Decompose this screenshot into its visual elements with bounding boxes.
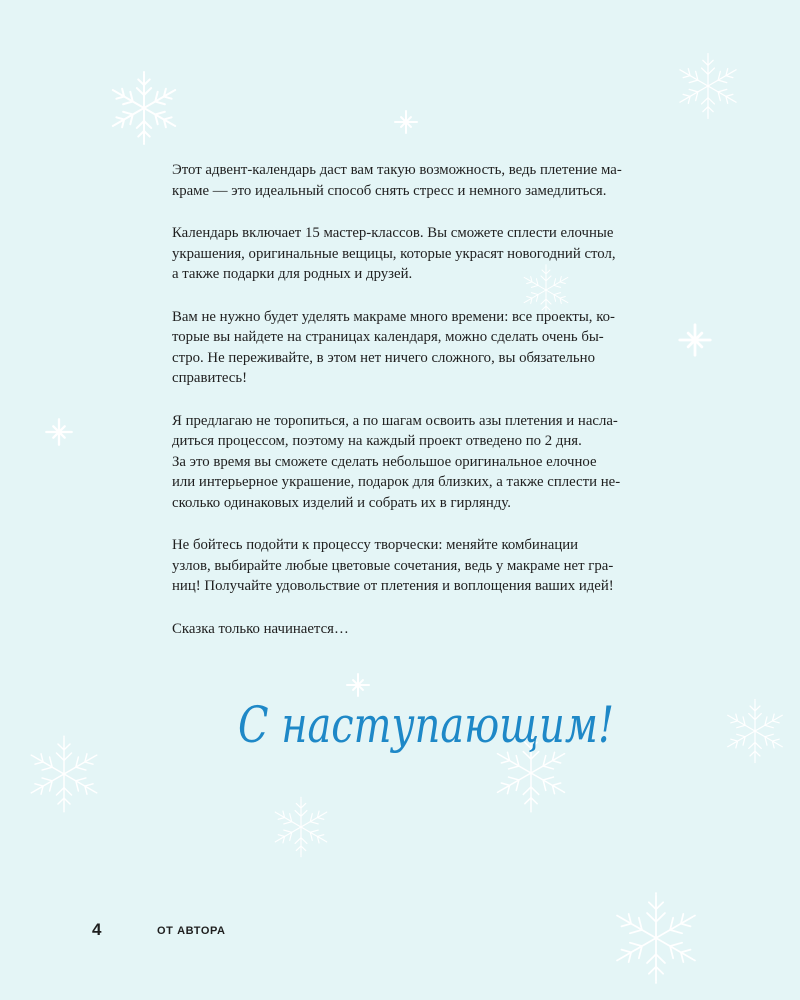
paragraph (172, 307, 672, 389)
sparkle-icon (44, 417, 74, 447)
paragraph (172, 411, 672, 514)
text-line: Не бойтесь подойти к процессу творчески: меняйте комбинации (172, 537, 579, 553)
section-title: ОТ АВТОРА (157, 925, 226, 937)
text-line: краме — это идеальный способ снять стресс и немного замедлиться. (172, 182, 607, 199)
text-line: справитесь! (172, 370, 248, 386)
paragraph (172, 535, 672, 597)
greeting-lettering (232, 668, 622, 768)
text-line: Я предлагаю не торопиться, а по шагам освоить азы плетения и насла- (172, 412, 618, 429)
snowflake-icon (720, 696, 790, 766)
text-line: а также подарки для родных и друзей. (172, 266, 413, 282)
text-line: диться процессом, поэтому на каждый проект отведено по 2 дня. (172, 433, 582, 449)
text-line: Вам не нужно будет уделять макраме много времени: все проекты, ко- (172, 308, 615, 325)
text-line: украшения, оригинальные вещицы, которые украсят новогодний стол, (172, 245, 616, 262)
snowflake-icon (22, 732, 106, 816)
text-line: Календарь включает 15 мастер-классов. Вы сможете сплести елочные (172, 225, 614, 241)
snowflake-icon (606, 888, 706, 988)
text-line: торые вы найдете на страницах календаря, можно сделать очень бы- (172, 329, 604, 345)
text-line: стро. Не переживайте, в этом нет ничего сложного, вы обязательно (172, 349, 595, 366)
paragraph (172, 223, 672, 285)
snowflake-icon (672, 50, 744, 122)
paragraph (172, 160, 672, 201)
body-text (172, 160, 672, 661)
text-line: ниц! Получайте удовольствие от плетения и воплощения ваших идей! (172, 578, 614, 594)
paragraph (172, 619, 672, 640)
text-line: Сказка только начинается… (172, 620, 349, 637)
text-line: или интерьерное украшение, подарок для близких, а также сплести не- (172, 474, 621, 490)
text-line: За это время вы сможете сделать небольшое оригинальное елочное (172, 453, 597, 470)
text-line: Этот адвент-календарь даст вам такую возможность, ведь плетение ма- (172, 162, 622, 178)
text-line: сколько одинаковых изделий и собрать их в гирлянду. (172, 494, 511, 511)
snowflake-icon (104, 68, 184, 148)
snowflake-icon (268, 794, 334, 860)
greeting-text: С наступающим! (238, 696, 614, 754)
sparkle-icon (677, 322, 713, 358)
text-line: узлов, выбирайте любые цветовые сочетания, ведь у макраме нет гра- (172, 557, 614, 574)
sparkle-icon (393, 109, 419, 135)
page-number: 4 (92, 920, 102, 939)
